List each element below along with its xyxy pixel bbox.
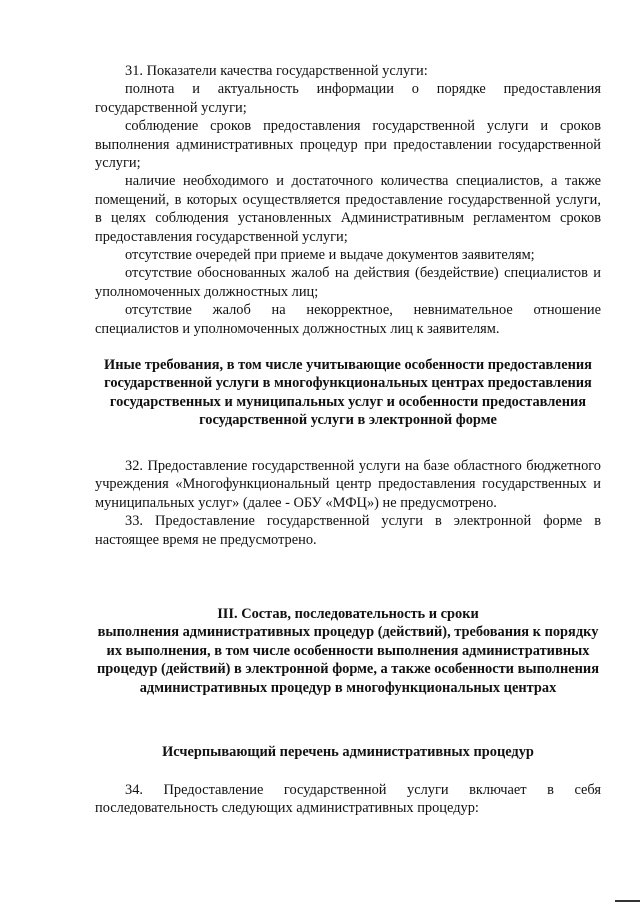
quality-item-6: отсутствие жалоб на некорректное, невнимательное отношение специалистов и уполномоченных должностных лиц к заявителям. <box>95 302 601 337</box>
heading-procedures-list: Исчерпывающий перечень административных процедур <box>162 744 534 760</box>
heading-section-3 <box>95 605 601 697</box>
paragraph-33: 33. Предоставление государственной услуги в электронной форме в настоящее время не предусмотрено. <box>95 513 601 548</box>
section-32-33 <box>95 457 601 549</box>
section-31 <box>95 62 601 338</box>
paragraph-34: 34. Предоставление государственной услуги включает в себя последовательность следующих административных процедур: <box>95 782 601 817</box>
heading-other-requirements: Иные требования, в том числе учитывающие особенности предоставления государственной услуги в многофункциональных центрах предоставления государственных и муниципальных услуг и особенности предоставления государственной услуги в электронной форме <box>104 357 592 429</box>
quality-item-3: наличие необходимого и достаточного количества специалистов, а также помещений, в которых осуществляется предоставление государственной услуги, в целях соблюдения установленных Административным регламентом сроков предоставления государственной услуги; <box>95 173 601 245</box>
quality-item-1: полнота и актуальность информации о порядке предоставления государственной услуги; <box>95 81 601 116</box>
section-31-title: 31. Показатели качества государственной услуги: <box>125 63 428 79</box>
paragraph-32: 32. Предоставление государственной услуги на базе областного бюджетного учреждения «Многофункциональный центр предоставления государственных и муниципальных услуг» (далее - ОБУ «МФЦ») не предусмотрено. <box>95 458 601 511</box>
quality-item-5: отсутствие обоснованных жалоб на действия (бездействие) специалистов и уполномоченных должностных лиц; <box>95 265 601 300</box>
heading-section-3-line1: III. Состав, последовательность и сроки <box>217 606 479 622</box>
page-edge-mark <box>615 900 640 902</box>
heading-section-3-rest: выполнения административных процедур (действий), требования к порядку их выполнения, в том числе особенности выполнения административных процедур (действий) в электронной форме, а также особенности выполнения административных процедур в многофункциональных центрах <box>97 624 599 696</box>
quality-item-2: соблюдение сроков предоставления государственной услуги и сроков выполнения административных процедур при предоставлении государственной услуги; <box>95 118 601 172</box>
quality-item-4: отсутствие очередей при приеме и выдаче документов заявителям; <box>125 247 535 264</box>
section-34 <box>95 781 601 818</box>
